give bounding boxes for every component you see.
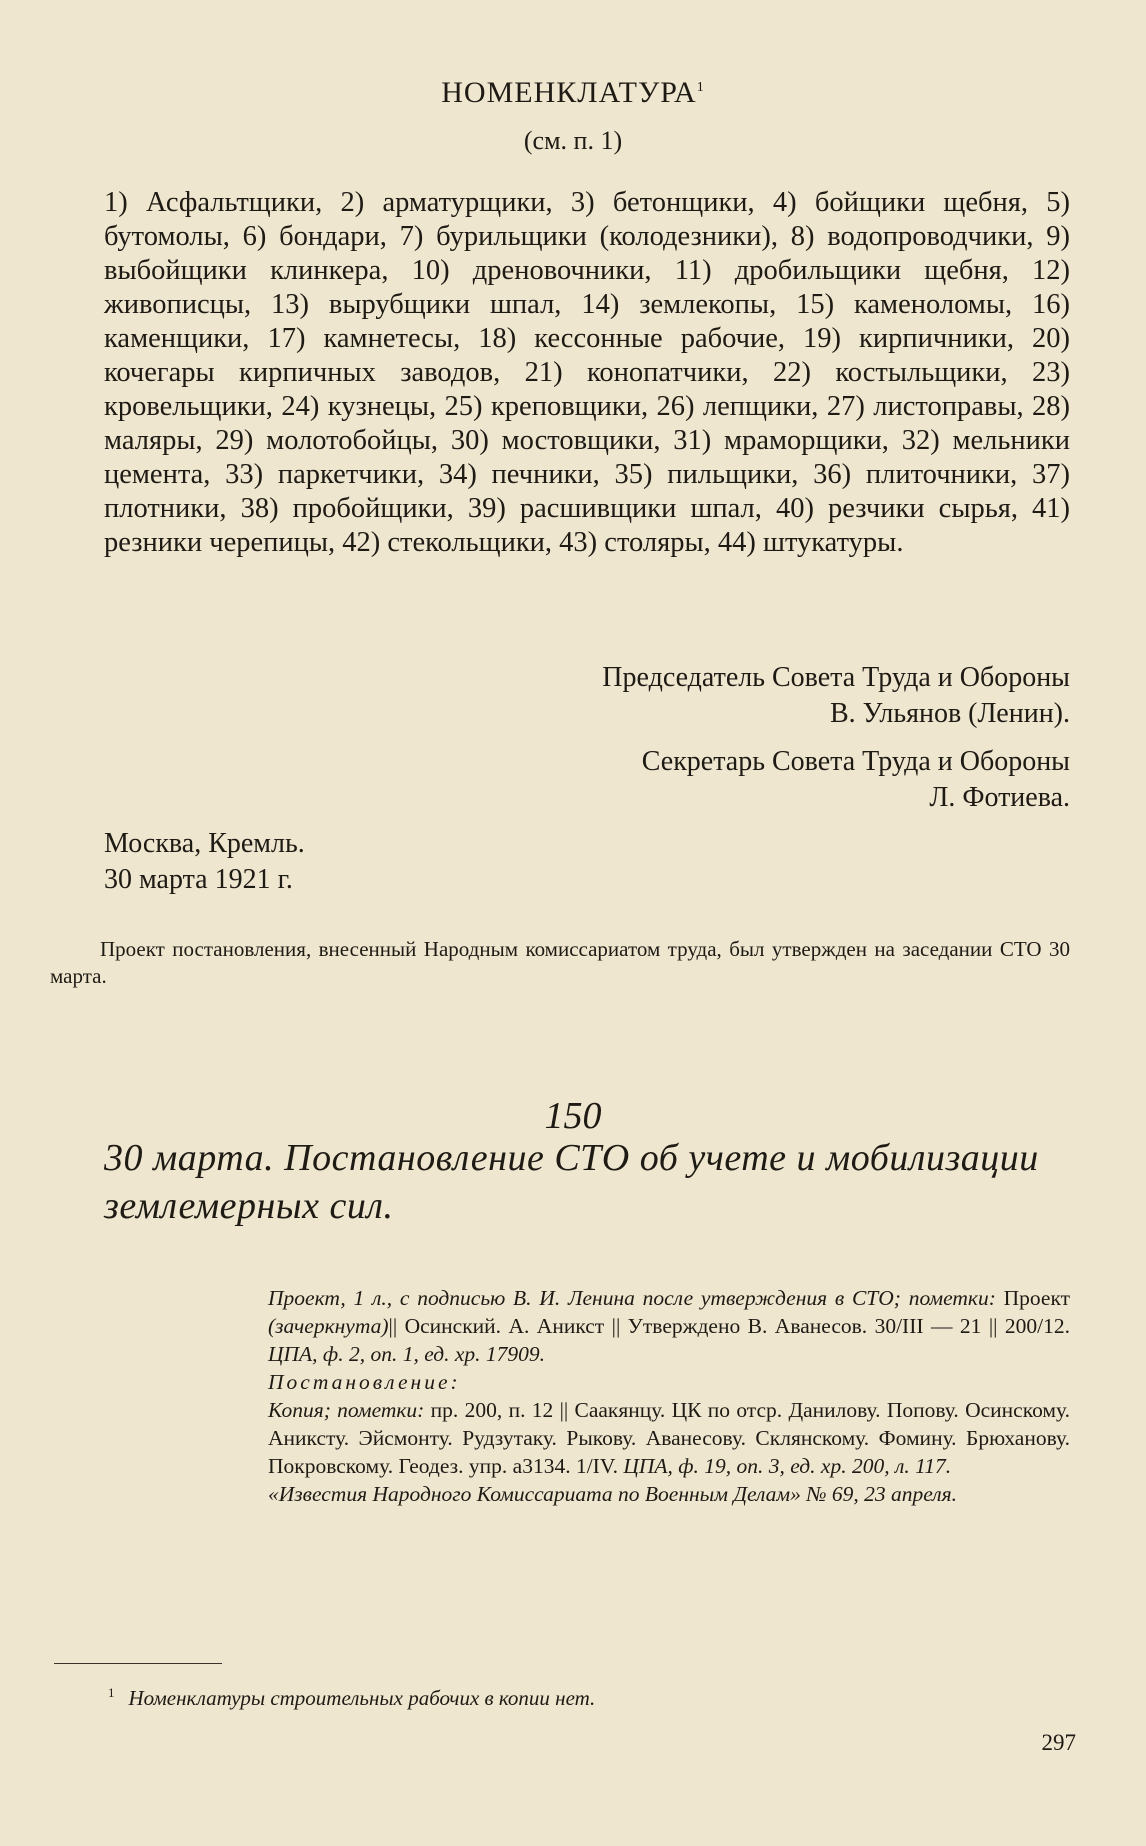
source-draft-struck: (зачеркнута): [268, 1314, 389, 1338]
source-draft-text1: Проект: [1003, 1286, 1071, 1310]
page-number: 297: [1041, 1730, 1076, 1755]
footnote: [108, 1685, 595, 1711]
nomenclature-list: 1) Асфальтщики, 2) арматурщики, 3) бетонщики, 4) бойщики щебня, 5) бутомолы, 6) бондари, 7) бурильщики (колодезники), 8) водопроводчики, 9) выбойщики клинкера, 10) дреновочники, 11) дробильщики щебня, 12) живописцы, 13) вырубщики шпал, 14) землекопы, 15) каменоломы, 16) каменщики, 17) камнетесы, 18) кессонные рабочие, 19) кирпичники, 20) кочегары кирпичных заводов, 21) конопатчики, 22) костыльщики, 23) кровельщики, 24) кузнецы, 25) креповщики, 26) лепщики, 27) листоправы, 28) маляры, 29) молотобойцы, 30) мостовщики, 31) мраморщики, 32) мельники цемента, 33) паркетчики, 34) печники, 35) пильщики, 36) плиточники, 37) плотники, 38) пробойщики, 39) расшивщики шпал, 40) резчики сырья, 41) резники черепицы, 42) стекольщики, 43) столяры, 44) штукатуры.: [104, 187, 1070, 558]
place-date: [104, 826, 305, 898]
source-copy-archive: ЦПА, ф. 19, оп. 3, ед. хр. 200, л. 117.: [623, 1454, 952, 1478]
source-notes: [268, 1284, 1070, 1508]
source-copy-label: Копия; пометки:: [268, 1398, 425, 1422]
source-copy-text: пр. 200, п. 12 || Саакянцу. ЦК по отср. Данилову. Попову. Осинскому. Аниксту. Эйсмонту. Рудзутаку. Рыкову. Аванесову. Склянскому. Фомину. Брюханову. Покровскому. Геодез. упр. а3134. 1/IV.: [268, 1398, 1070, 1478]
secretary-title: Секретарь Совета Труда и Обороны: [641, 746, 1070, 777]
secretary-signature: [642, 744, 1070, 816]
chair-signature: [602, 660, 1070, 732]
heading-footnote-mark: 1: [696, 80, 705, 95]
nomenclature-subheading: (см. п. 1): [523, 126, 623, 155]
footnote-divider: [54, 1663, 222, 1664]
footnote-mark: 1: [108, 1685, 115, 1700]
source-copy: [268, 1396, 1070, 1480]
source-draft-label: Проект, 1 л., с подписью В. И. Ленина после утверждения в СТО; пометки:: [268, 1286, 996, 1310]
secretary-name: Л. Фотиева.: [929, 782, 1070, 813]
source-resolution-label: Постановление:: [268, 1370, 461, 1394]
heading-text: НОМЕНКЛАТУРА: [441, 76, 697, 109]
place-city: Москва, Кремль.: [104, 828, 305, 859]
nomenclature-heading: [0, 76, 1146, 110]
document-number: 150: [544, 1095, 602, 1137]
chair-title: Председатель Совета Труда и Обороны: [602, 662, 1070, 693]
document-title: 30 марта. Постановление СТО об учете и мобилизации землемерных сил.: [104, 1137, 1039, 1227]
footnote-text: Номенклатуры строительных рабочих в копии нет.: [128, 1686, 596, 1710]
editorial-note: Проект постановления, внесенный Народным комиссариатом труда, был утвержден на заседании СТО 30 марта.: [50, 937, 1070, 988]
source-draft-text2: || Осинский. А. Аникст || Утверждено В. Аванесов. 30/III — 21 || 200/12.: [388, 1314, 1070, 1338]
place-date-text: 30 марта 1921 г.: [104, 864, 293, 895]
source-draft: [268, 1284, 1070, 1368]
chair-name: В. Ульянов (Ленин).: [830, 698, 1070, 729]
source-publication: «Известия Народного Комиссариата по Военным Делам» № 69, 23 апреля.: [268, 1482, 958, 1506]
source-draft-archive: ЦПА, ф. 2, оп. 1, ед. хр. 17909.: [268, 1342, 546, 1366]
